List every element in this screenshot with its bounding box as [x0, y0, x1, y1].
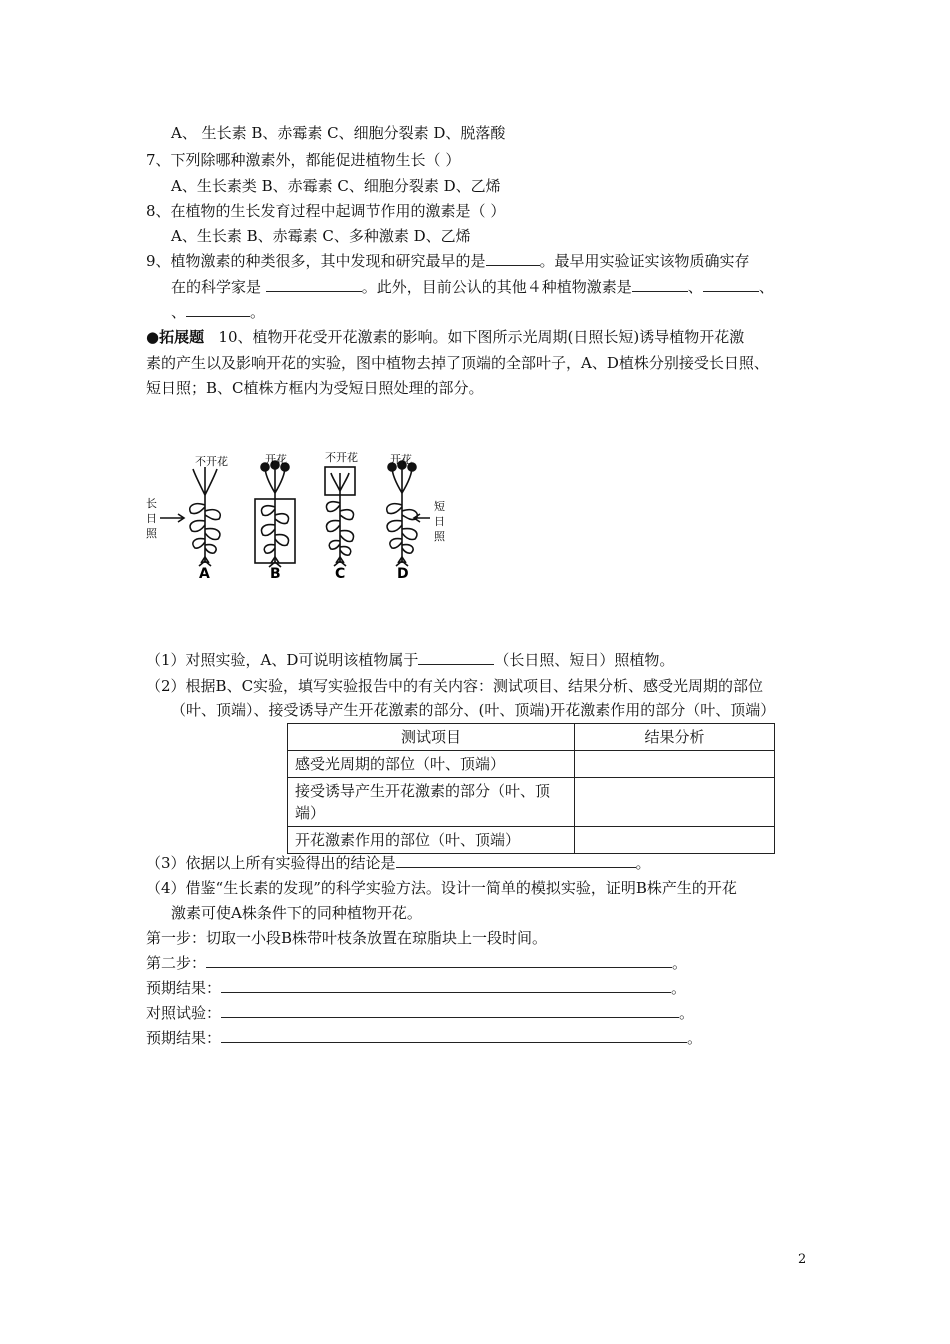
plant-a-top-label: 不开花	[195, 455, 228, 468]
q9-line2a: 在的科学家是	[171, 278, 266, 296]
short-day-label-2: 日	[434, 515, 445, 528]
plant-d-letter: D	[397, 566, 409, 582]
step2-label: 第二步：	[146, 954, 207, 972]
q10-sub1b: （长日照、短日）照植物。	[494, 651, 675, 669]
q7-stem: 7、下列除哪种激素外，都能促进植物生长（ ）	[146, 151, 461, 169]
report-table	[287, 723, 775, 854]
step2-line	[146, 953, 687, 973]
table-cell-item: 开花激素作用的部位（叶、顶端）	[288, 827, 575, 854]
plant-c-letter: C	[335, 566, 346, 582]
plant-a-drawing	[190, 467, 220, 566]
q9-blank-1[interactable]	[486, 251, 540, 266]
q10-intro1: 10、植物开花受开花激素的影响。如下图所示光周期(日照长短)诱导植物开花激	[218, 328, 745, 346]
expect1-period: 。	[671, 979, 687, 997]
expect2-line	[146, 1028, 702, 1048]
q7-options: A、生长素类 B、赤霉素 C、细胞分裂素 D、乙烯	[171, 177, 501, 195]
expect2-period: 。	[687, 1029, 703, 1047]
extension-heading: ●拓展题	[146, 328, 205, 346]
q9-part2: 。最早用实验证实该物质确实存	[539, 252, 750, 270]
step2-period: 。	[672, 954, 688, 972]
plant-a-letter: A	[199, 566, 210, 582]
table-header-row	[288, 724, 775, 751]
plant-c-top-label: 不开花	[325, 451, 358, 464]
table-header-item: 测试项目	[288, 724, 575, 751]
step2-blank[interactable]	[206, 953, 672, 968]
control-blank[interactable]	[221, 1003, 679, 1018]
plant-b-top-label: 开花	[265, 453, 287, 466]
table-cell-result[interactable]	[575, 778, 775, 827]
q10-sub3	[146, 853, 651, 873]
long-day-label-3: 照	[146, 527, 157, 540]
photoperiod-figure	[140, 445, 460, 595]
q10-sub4b: 激素可使A株条件下的同种植物开花。	[171, 904, 422, 922]
table-row	[288, 751, 775, 778]
q10-intro-line1	[146, 327, 744, 347]
short-day-arrow	[414, 514, 430, 522]
q9-blank-2[interactable]	[266, 277, 362, 292]
short-day-label-3: 照	[434, 530, 445, 543]
q10-sub4a: （4）借鉴“生长素的发现”的科学实验方法。设计一简单的模拟实验，证明B株产生的开花	[146, 879, 737, 897]
table-row	[288, 827, 775, 854]
long-day-label-2: 日	[146, 512, 157, 525]
table-row	[288, 778, 775, 827]
expect2-label: 预期结果：	[146, 1029, 222, 1047]
control-period: 。	[679, 1004, 695, 1022]
q8-stem: 8、在植物的生长发育过程中起调节作用的激素是（ ）	[146, 202, 506, 220]
q9-part1: 9、植物激素的种类很多，其中发现和研究最早的是	[146, 252, 486, 270]
table-cell-item: 接受诱导产生开花激素的部分（叶、顶端）	[288, 778, 575, 827]
control-label: 对照试验：	[146, 1004, 222, 1022]
table-header-result: 结果分析	[575, 724, 775, 751]
page-number: 2	[798, 1252, 807, 1267]
plant-b-drawing	[255, 461, 295, 567]
q8-options: A、生长素 B、赤霉素 C、多种激素 D、乙烯	[171, 227, 471, 245]
long-day-label-1: 长	[146, 497, 157, 510]
plant-d-top-label: 开花	[390, 453, 412, 466]
expect1-line	[146, 978, 686, 998]
table-cell-item: 感受光周期的部位（叶、顶端）	[288, 751, 575, 778]
q10-sub2b: （叶、顶端）、接受诱导产生开花激素的部分、(叶、顶端)开花激素作用的部分（叶、顶端）	[171, 701, 776, 719]
q9-line2b: 。此外，目前公认的其他４种植物激素是	[361, 278, 632, 296]
q6-options: A、 生长素 B、赤霉素 C、细胞分裂素 D、脱落酸	[171, 124, 506, 142]
plant-b-letter: B	[270, 566, 281, 582]
step1: 第一步：切取一小段B株带叶枝条放置在琼脂块上一段时间。	[146, 929, 548, 947]
q10-sub1	[146, 650, 674, 670]
q9-blank-3[interactable]	[632, 277, 688, 292]
long-day-arrow	[160, 514, 184, 522]
q9-line3	[171, 302, 265, 322]
q9-blank-5[interactable]	[186, 302, 250, 317]
expect1-blank[interactable]	[221, 978, 671, 993]
q10-sub3-period: 。	[635, 854, 651, 872]
q9-sep-3: 、	[171, 303, 187, 321]
q9-sep-1: 、	[687, 278, 703, 296]
q10-sub1-blank[interactable]	[418, 650, 494, 665]
expect2-blank[interactable]	[221, 1028, 687, 1043]
expect1-label: 预期结果：	[146, 979, 222, 997]
plant-c-drawing	[325, 467, 355, 566]
q9-line2	[171, 277, 774, 297]
q9-line1	[146, 251, 750, 271]
q10-intro2: 素的产生以及影响开花的实验，图中植物去掉了顶端的全部叶子，A、D植株分别接受长日照、	[146, 354, 769, 372]
q9-end: 。	[250, 303, 266, 321]
q10-sub3-blank[interactable]	[396, 853, 636, 868]
q10-sub1a: （1）对照实验，A、D可说明该植物属于	[146, 651, 419, 669]
table-cell-result[interactable]	[575, 751, 775, 778]
plant-d-drawing	[387, 461, 417, 566]
q9-sep-2: 、	[758, 278, 774, 296]
table-cell-result[interactable]	[575, 827, 775, 854]
q10-sub2a: （2）根据B、C实验，填写实验报告中的有关内容：测试项目、结果分析、感受光周期的部位	[146, 677, 764, 695]
q9-blank-4[interactable]	[703, 277, 759, 292]
q10-sub3-text: （3）依据以上所有实验得出的结论是	[146, 854, 396, 872]
q10-intro3: 短日照；B、C植株方框内为受短日照处理的部分。	[146, 379, 484, 397]
control-line	[146, 1003, 694, 1023]
short-day-label-1: 短	[434, 500, 445, 513]
